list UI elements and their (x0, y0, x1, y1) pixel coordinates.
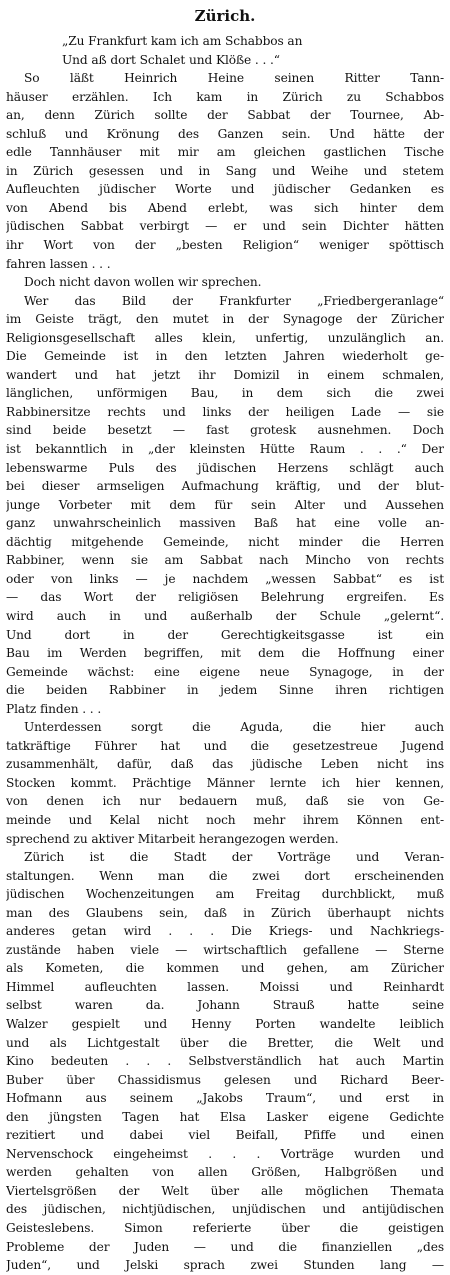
text-line: sprechend zu aktiver Mitarbeit herangezogen werden. (6, 831, 339, 846)
text-line: Zürich ist die Stadt der Vorträge und Veran- (24, 850, 444, 865)
text-line: an, denn Zürich sollte der Sabbat der Tournee, Ab- (6, 108, 444, 123)
text-line: von Abend bis Abend erlebt, was sich hinter dem (6, 200, 444, 215)
text-line: — das Wort der religiösen Belehrung ergreifen. Es (6, 590, 444, 605)
text-line: schluß und Krönung des Ganzen sein. Und hätte der (6, 126, 444, 141)
text-line: häuser erzählen. Ich kam in Zürich zu Schabbos (6, 89, 444, 104)
text-line: zusammenhält, dafür, daß das jüdische Leben nicht ins (6, 757, 444, 772)
text-line: anderes getan wird . . . Die Kriegs- und Nachkriegs- (6, 924, 444, 939)
text-line: oder von links — je nachdem „wessen Sabbat“ es ist (6, 571, 444, 586)
text-line: lebenswarme Puls des jüdischen Herzens schlägt auch (6, 460, 444, 475)
text-line: Kino bedeuten . . . Selbstverständlich hat auch Martin (6, 1054, 444, 1069)
text-line: Hofmann aus seinem „Jakobs Traum“, und erst in (6, 1091, 444, 1106)
text-line: Probleme der Juden — und die finanziellen „des (6, 1239, 444, 1254)
text-line: Himmel aufleuchten lassen. Moissi und Reinhardt (6, 979, 444, 994)
text-line: Und dort in der Gerechtigkeitsgasse ist ein (6, 627, 444, 642)
text-line: Geisteslebens. Simon referierte über die geistigen (6, 1221, 444, 1235)
text-line: tatkräftige Führer hat und die gesetzestreue Jugend (6, 738, 444, 753)
text-line: in Zürich gesessen und in Sang und Weihe und stetem (6, 163, 444, 178)
text-line: den jüngsten Tagen hat Elsa Lasker eigene Gedichte (6, 1109, 444, 1124)
text-line: Buber über Chassidismus gelesen und Richard Beer- (6, 1072, 444, 1087)
text-line: von denen ich nur bedauern muß, daß sie von Ge- (6, 794, 444, 809)
text-line: Unterdessen sorgt die Aguda, die hier auch (24, 720, 444, 735)
text-line: Stocken kommt. Prächtige Männer lernte ich hier kennen, (6, 775, 444, 790)
text-line: Rabbinersitze rechts und links der heiligen Lade — sie (6, 404, 444, 419)
text-line: ihr Wort von der „besten Religion“ weniger spöttisch (6, 238, 444, 253)
text-line: So läßt Heinrich Heine seinen Ritter Tann- (24, 71, 444, 86)
text-line: und als Lichtgestalt über die Bretter, die Welt und (6, 1035, 444, 1050)
text-line: bei dieser armseligen Aufmachung kräftig, und der blut- (6, 479, 444, 494)
text-line: selbst waren da. Johann Strauß hatte seine (6, 998, 444, 1013)
text-line: zustände haben viele — wirtschaftlich gefallene — Sterne (6, 942, 444, 957)
text-line: Gemeinde wächst: eine eigene neue Synagoge, in der (6, 664, 444, 679)
text-line: edle Tannhäuser mit mir am gleichen gastlichen Tische (6, 145, 444, 160)
text-line: wird auch in und außerhalb der Schule „gelernt“. (6, 608, 444, 623)
text-line: staltungen. Wenn man die zwei dort erscheinenden (6, 868, 444, 883)
text-line: jüdischen Sabbat verbirgt — er und sein Dichter hätten (6, 219, 444, 234)
text-line: Walzer gespielt und Henny Porten wandelte leiblich (6, 1016, 444, 1031)
text-line: Bau im Werden begriffen, mit dem die Hoffnung einer (6, 646, 444, 661)
article-title: Zürich. (194, 7, 256, 25)
text-line: Und aß dort Schalet und Klöße . . .“ (62, 52, 280, 67)
text-line: Aufleuchten jüdischer Worte und jüdischer Gedanken es (6, 182, 444, 197)
text-line: Religionsgesellschaft alles klein, unfertig, unzulänglich an. (6, 330, 444, 345)
text-line: jüdischen Wochenzeitungen am Freitag durchblickt, muß (6, 887, 444, 902)
text-line: Rabbiner, wenn sie am Sabbat nach Mincho von rechts (6, 553, 444, 568)
text-line: man des Glaubens sein, daß in Zürich überhaupt nichts (6, 905, 444, 920)
text-line: Die Gemeinde ist in den letzten Jahren wiederholt ge- (6, 349, 444, 364)
text-line: ist bekanntlich in „der kleinsten Hütte Raum . . .“ Der (6, 442, 444, 457)
text-line: des jüdischen, nichtjüdischen, unjüdischen und antijüdischen (6, 1202, 444, 1217)
text-line: „Zu Frankfurt kam ich am Schabbos an (62, 34, 303, 48)
text-line: ganz unwahrscheinlich massiven Baß hat eine volle an- (6, 516, 444, 531)
article-body (6, 32, 444, 1275)
text-line: Platz finden . . . (6, 701, 102, 716)
text-line: dächtig mitgehende Gemeinde, nicht minder die Herren (6, 534, 444, 549)
text-line: meinde und Kelal nicht noch mehr ihrem Können ent- (6, 812, 444, 827)
text-line: Viertelsgrößen der Welt über alle möglichen Themata (6, 1183, 444, 1198)
text-line: Wer das Bild der Frankfurter „Friedbergeranlage“ (24, 293, 444, 308)
text-line: Nervenschock eingeheimst . . . Vorträge wurden und (6, 1146, 444, 1161)
text-line: im Geiste trägt, den mutet in der Synagoge der Züricher (6, 312, 444, 327)
text-line: rezitiert und dabei viel Beifall, Pfiffe und einen (6, 1128, 444, 1143)
text-line: Juden“, und Jelski sprach zwei Stunden lang — (6, 1258, 444, 1273)
text-line: werden gehalten von allen Größen, Halbgrößen und (6, 1165, 444, 1180)
text-line: junge Vorbeter mit dem für sein Alter und Aussehen (6, 497, 444, 512)
text-line: fahren lassen . . . (6, 256, 111, 271)
text-line: wandert und hat jetzt ihr Domizil in einem schmalen, (6, 367, 444, 382)
text-line: Doch nicht davon wollen wir sprechen. (24, 275, 262, 290)
text-line: länglichen, unförmigen Bau, in dem sich die zwei (6, 386, 444, 401)
text-line: als Kometen, die kommen und gehen, am Züricher (6, 961, 444, 976)
text-line: die beiden Rabbiner in jedem Sinne ihren richtigen (6, 683, 444, 698)
text-line: sind beide besetzt — fast grotesk ausnehmen. Doch (6, 423, 444, 438)
